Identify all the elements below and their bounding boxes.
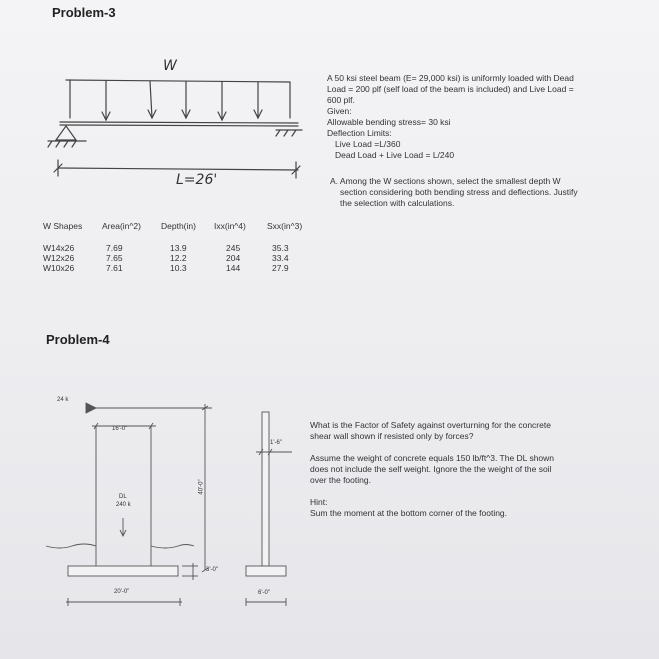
table-cell: W12x26 (43, 253, 75, 263)
table-cell: 7.61 (106, 263, 123, 273)
dim-wall-thickness: 1'-6" (270, 440, 282, 446)
problem-4-description (310, 420, 554, 519)
table-header: Area(in^2) (102, 221, 141, 231)
dim-wall-height: 40'-0" (198, 479, 205, 495)
description-line: 600 plf. (327, 95, 355, 105)
table-cell: 204 (226, 253, 241, 263)
span-label: L=26' (176, 172, 218, 188)
table-cell: 144 (226, 263, 241, 273)
table-header: Depth(in) (161, 221, 196, 231)
table-cell: 13.9 (170, 243, 187, 253)
description-line: Allowable bending stress= 30 ksi (327, 117, 451, 127)
table-header: W Shapes (43, 221, 83, 231)
dead-load-value: 240 k (116, 502, 131, 508)
table-cell: 12.2 (170, 253, 187, 263)
table-cell: 245 (226, 243, 241, 253)
question-line: section considering both bending stress and deflections. Justify (340, 187, 578, 197)
table-cell: W14x26 (43, 243, 75, 253)
table-header: Ixx(in^4) (214, 221, 246, 231)
question-line: A. Among the W sections shown, select the smallest depth W (330, 176, 561, 186)
description-line: Live Load =L/360 (335, 139, 401, 149)
table-cell: 33.4 (272, 253, 289, 263)
table-cell: 7.65 (106, 253, 123, 263)
table-header: Sxx(in^3) (267, 221, 303, 231)
description-line: over the footing. (310, 475, 371, 485)
dim-base-width: 20'-0" (114, 589, 130, 595)
lateral-load-label: 24 k (57, 397, 69, 403)
table-cell: 27.9 (272, 263, 289, 273)
description-line (310, 442, 554, 453)
table-cell: W10x26 (43, 263, 75, 273)
description-line: shear wall shown if resisted only by forces? (310, 431, 474, 441)
description-line: What is the Factor of Safety against overturning for the concrete (310, 420, 551, 430)
problem-4-heading: Problem-4 (46, 332, 110, 347)
description-line: Hint: (310, 497, 328, 507)
description-line: does not include the self weight. Ignore the the weight of the soil (310, 464, 552, 474)
dim-footing-thickness: 3'-0" (206, 567, 218, 573)
description-line: Assume the weight of concrete equals 150 lb/ft^3. The DL shown (310, 453, 555, 463)
description-line: Dead Load + Live Load = L/240 (335, 150, 455, 160)
problem-3-heading: Problem-3 (52, 5, 116, 20)
load-label-w: W (163, 58, 177, 74)
table-cell: 35.3 (272, 243, 289, 253)
description-line: Load = 200 plf (self load of the beam is included) and Live Load = (327, 84, 574, 94)
description-line: Sum the moment at the bottom corner of the footing. (310, 508, 508, 518)
dim-footing-side: 6'-0" (258, 590, 270, 596)
question-line: the selection with calculations. (340, 198, 455, 208)
description-line (310, 486, 554, 497)
dim-wall-width: 16'-0" (112, 426, 128, 432)
description-line: A 50 ksi steel beam (E= 29,000 ksi) is uniformly loaded with Dead (327, 73, 574, 83)
dead-load-label: DL (119, 494, 127, 500)
description-line: Given: (327, 106, 352, 116)
table-cell: 10.3 (170, 263, 187, 273)
table-cell: 7.69 (106, 243, 123, 253)
description-line: Deflection Limits: (327, 128, 392, 138)
